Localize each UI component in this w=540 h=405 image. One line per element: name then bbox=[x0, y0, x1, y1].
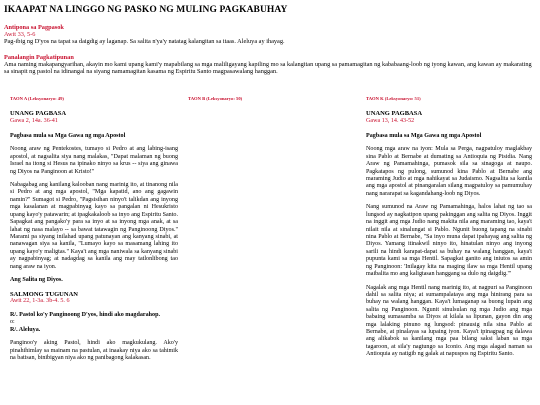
column-year-a bbox=[10, 96, 178, 368]
reading-title: UNANG PAGBASA bbox=[10, 109, 67, 117]
collect-heading: Panalangin Pagkatipunan bbox=[4, 54, 74, 61]
antiphon-heading: Antipona sa Pagpasok bbox=[4, 24, 64, 31]
antiphon-section bbox=[4, 24, 536, 46]
reading-paragraph: Noong mga araw na iyon: Mula sa Perga, nagpatuloy maglakbay sina Pablo at Bernabe at dumating sa Antioquia ng Pisidia. Nang Araw ng Pamamahinga, pumasok sila sa sinagoga at naupo. Pagkatapos ng pulong, sumunod kina Pablo at Bernabe ang maraming Judio at mga nahikayat sa Judaismo. Nagsalita sa kanila ang mga apostol at pinangaralan silang magpatuloy sa pamumuhay nang nararapat sa kagandahang-loob ng Diyos. bbox=[366, 146, 532, 197]
antiphon-ref: Awit 33, 5-6 bbox=[4, 31, 36, 39]
reading-ref: Gawa 13, 14. 43-52 bbox=[366, 117, 415, 124]
psalm-text: Panginoo'y aking Pastol, hindi ako magkukulang. Ako'y pinahihimlay sa mainam na pastulan, at inaakay niya ako sa tahimik na batisan, binibigyan niya ako ng panibagong kalakasan. bbox=[10, 340, 178, 361]
column-label: TAON K (Leksyonaryo: 51) bbox=[366, 96, 421, 101]
psalm-ref: Awit 22, 1-3a. 3b-4. 5. 6 bbox=[10, 298, 70, 305]
column-label: TAON A (Leksyonaryo: 49) bbox=[10, 96, 64, 101]
psalm-response: R/. Pastol ko'y Panginoong D'yos, hindi ako magdarahop. bbox=[10, 311, 161, 318]
reading-paragraph: Nabagabag ang kanilang kalooban nang marinig ito, at tinanong nila si Pedro at ang mga apostol, "Mga kapatid, ano ang gagawin namin?" Sumagot si Pedro, "Pagsisihan ninyo't talikdan ang inyong mga kasalanan at magpabinyag kayo sa pangalan ni Hesukristo upang kayo'y patawarin; at ipagkakaloob sa inyo ang Espiritu Santo. Sapagkat ang pangako'y para sa inyo at sa inyong mga anak, at sa lahat ng nasa malayo -- sa bawat tatawagin ng Panginoong Diyos." Marami pa siyang inilahad upang patunayan ang kanyang sinabi, at nanawagan siya sa kanila, "Lumayo kayo sa masamang lahing ito upang kayo'y maligtas." Kaya't ang mga naniwala sa kanyang sinabi ay nagpabinyag; at nadagdag sa kanila ang may tatlonlibong tao nang araw na iyon. bbox=[10, 182, 178, 270]
reading-title: UNANG PAGBASA bbox=[366, 109, 423, 117]
reading-paragraph: Nang sumunod na Araw ng Pamamahinga, halos lahat ng tao sa lungsod ay nagkatipon upang pakinggan ang salita ng Diyos. Inggit na inggit ang mga Judio nang makita nila ang maraming tao, kaya't nilait nila at sinalungat si Pablo. Ngunit buong tapang na sinabi nina Pablo at Bernabe, "Sa inyo muna dapat ipahayag ang salita ng Diyos. Yamang itinakwil ninyo ito, hinatulan ninyo ang inyong sarili na hindi karapat-dapat sa buhay na walang hanggan, kaya't pupunta kami sa mga Hentil. Sapagkat ganito ang iniutos sa amin ng Panginoon: 'Inilagay kita na maging ilaw sa mga Hentil upang maibalita mo ang kaligtasan hanggang sa dulo ng daigdig.'" bbox=[366, 204, 532, 278]
psalm-response-or: o: bbox=[10, 319, 15, 326]
column-label: TAON B (Leksyonaryo: 50) bbox=[188, 96, 243, 101]
psalm-response-alt: R/. Aleluya. bbox=[10, 326, 41, 333]
reading-ref: Gawa 2, 14a. 36-41 bbox=[10, 117, 58, 124]
column-year-c bbox=[366, 96, 532, 365]
collect-section bbox=[4, 54, 536, 76]
reading-paragraph: Noong araw ng Pentekostes, tumayo si Pedro at ang labing-isang apostol, at nagsalita siya nang malakas, "Dapat malaman ng buong Israel na itong si Hesus na ipinako ninyo sa krus -- siya ang ginawa ng Diyos na Panginoon at Kristo!" bbox=[10, 146, 178, 175]
reading-heading: Pagbasa mula sa Mga Gawa ng mga Apostol bbox=[10, 132, 126, 139]
reading-heading: Pagbasa mula sa Mga Gawa ng mga Apostol bbox=[366, 132, 482, 139]
antiphon-text: Pag-ibig ng D'yos na tapat sa daigdig ay laganap. Sa salita n'ya'y natatag kalangitan sa itaas. Aleluya ay ihayag. bbox=[4, 38, 285, 46]
page-title: IKAAPAT NA LINGGO NG PASKO NG MULING PAGKABUHAY bbox=[4, 5, 288, 15]
reading-end-line: Ang Salita ng Diyos. bbox=[10, 277, 63, 284]
psalm-title: SALMONG TUGUNAN bbox=[10, 290, 78, 298]
column-year-b bbox=[188, 96, 348, 110]
collect-text: Ama naming makapangyarihan, akayin mo kami upang kami'y mapabilang sa mga maliligayang kapiling mo sa kalangitan upang sa pamamagitan ng kababaang-loob ng iyong kawan, ang kawan ay makarating sa sinapit ng pastol na idinangal na siyang namamagitan kasama ng Espiritu Santo magpasawalang hanggan. bbox=[4, 61, 532, 76]
readings-columns bbox=[0, 96, 540, 405]
reading-paragraph: Nagalak ang mga Hentil nang marinig ito, at nagpuri sa Panginoon dahil sa salita niya; at sumampalataya ang mga hinirang para sa buhay na walang hanggan. Kaya't lumaganap sa buong lupain ang salita ng Panginoon. Ngunit sinulsulan ng mga Judio ang mga babaing sumasamba sa Diyos at kilala sa lipunan, gayon din ang mga lalaking pinuno ng lungsod: pinausig nila sina Pablo at Bernabe, at pinalayas sa lupaing iyon. Kaya't ipinagpag ng dalawa ang alikabok sa kanilang mga paa bilang saksi laban sa mga tagaroon, at sila'y nagtungo sa Iconio. Ang mga alagad naman sa Antioquia ay natigib ng galak at napuspos ng Espiritu Santo. bbox=[366, 284, 532, 358]
